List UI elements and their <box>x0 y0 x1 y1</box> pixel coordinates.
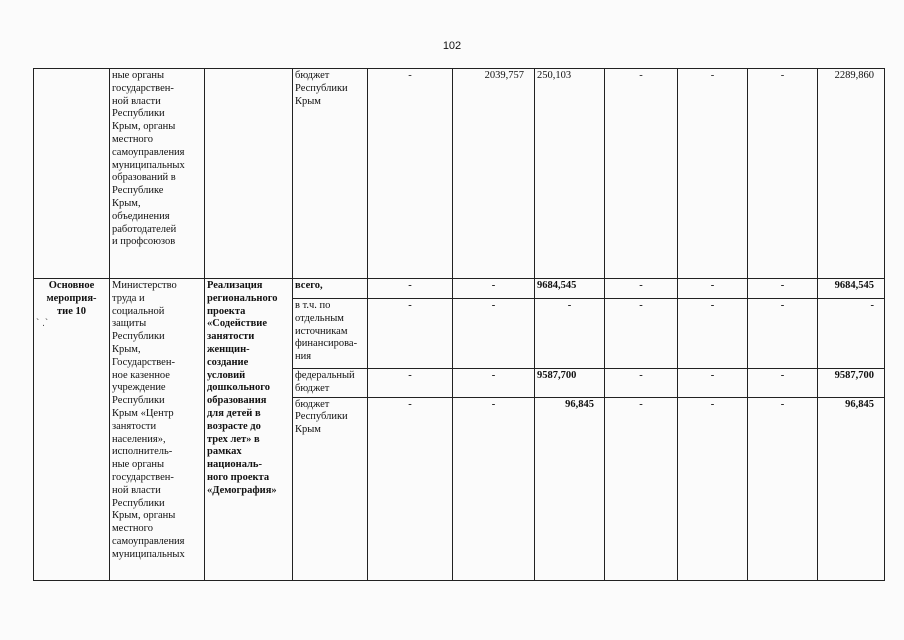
value-cell: - <box>368 397 453 580</box>
value-cell: - <box>678 299 748 369</box>
source-cell: бюджет Республики Крым <box>293 397 368 580</box>
value-cell: 2289,860 <box>818 69 885 279</box>
value-cell: - <box>818 299 885 369</box>
scan-mark: ` .` <box>36 318 49 329</box>
value-cell: - <box>453 369 535 398</box>
value-cell: 9684,545 <box>535 279 605 299</box>
source-cell: всего, <box>293 279 368 299</box>
value-cell: - <box>368 69 453 279</box>
source-cell: бюджет Республики Крым <box>293 69 368 279</box>
financing-table <box>33 68 885 581</box>
table-row <box>34 69 885 279</box>
source-cell: в т.ч. по отдельным источникам финансирова- ния <box>293 299 368 369</box>
value-cell: - <box>678 397 748 580</box>
value-cell: - <box>748 397 818 580</box>
value-cell: - <box>678 369 748 398</box>
value-cell: - <box>605 369 678 398</box>
value-cell: 96,845 <box>535 397 605 580</box>
value-cell: - <box>605 279 678 299</box>
value-cell: - <box>678 279 748 299</box>
value-cell: 2039,757 <box>453 69 535 279</box>
executors-cell: Министерство труда и социальной защиты Республики Крым, Государствен- ное казенное учреждение Республики Крым «Центр занятости населения», исполнитель- ные органы государствен- ной власти Республики Крым, органы местного самоуправления муниципальных <box>110 279 205 581</box>
value-cell: - <box>605 299 678 369</box>
value-cell: 9587,700 <box>535 369 605 398</box>
measure-cell <box>34 69 110 279</box>
value-cell: - <box>678 69 748 279</box>
executors-cell: ные органы государствен- ной власти Республики Крым, органы местного самоуправления муниципальных образований в Республике Крым, объединения работодателей и профсоюзов <box>110 69 205 279</box>
value-cell: - <box>453 299 535 369</box>
value-cell: - <box>605 397 678 580</box>
value-cell: 9587,700 <box>818 369 885 398</box>
value-cell: - <box>748 69 818 279</box>
value-cell: - <box>453 397 535 580</box>
measure-cell: Основное мероприя- тие 10 <box>34 279 110 581</box>
source-cell: федеральный бюджет <box>293 369 368 398</box>
project-cell: Реализация регионального проекта «Содействие занятости женщин- создание условий дошкольного образования для детей в возрасте до трех лет» в рамках националь- ного проекта «Демография» <box>205 279 293 581</box>
value-cell: 9684,545 <box>818 279 885 299</box>
value-cell: - <box>368 279 453 299</box>
page-number: 102 <box>442 40 462 52</box>
project-cell <box>205 69 293 279</box>
value-cell: - <box>748 299 818 369</box>
value-cell: - <box>368 299 453 369</box>
table-row <box>34 279 885 299</box>
value-cell: 96,845 <box>818 397 885 580</box>
value-cell: - <box>748 279 818 299</box>
value-cell: - <box>605 69 678 279</box>
value-cell: - <box>748 369 818 398</box>
value-cell: 250,103 <box>535 69 605 279</box>
value-cell: - <box>453 279 535 299</box>
value-cell: - <box>535 299 605 369</box>
value-cell: - <box>368 369 453 398</box>
